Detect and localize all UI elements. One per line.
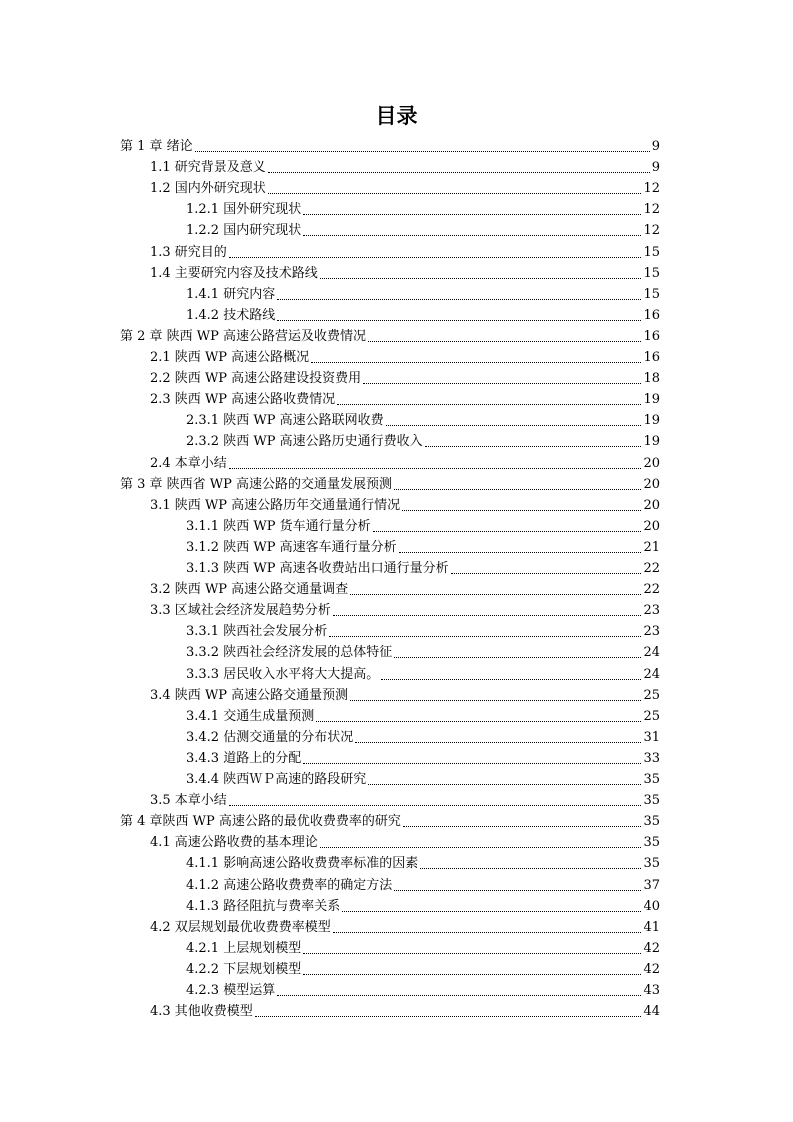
toc-entry-title: 1.4.1 研究内容 — [186, 286, 276, 302]
toc-entry-title: 3.3.2 陕西社会经济发展的总体特征 — [186, 645, 393, 661]
toc-page-number: 9 — [651, 160, 660, 176]
toc-page-number: 18 — [643, 371, 660, 387]
dot-leader — [386, 425, 642, 426]
toc-entry-title: 4.1.3 路径阻抗与费率关系 — [186, 898, 341, 914]
toc-entry-title: 4.2.1 上层规划模型 — [186, 940, 302, 956]
toc-entry[interactable] — [186, 518, 660, 536]
toc-page-number: 25 — [643, 687, 660, 703]
toc-page-number: 25 — [643, 708, 660, 724]
toc-entry[interactable] — [150, 792, 660, 810]
dot-leader — [363, 383, 641, 384]
toc-page-number: 19 — [643, 434, 660, 450]
toc-page-number: 15 — [643, 244, 660, 260]
toc-entry-title: 3.2 陕西 WP 高速公路交通量调查 — [150, 582, 349, 598]
toc-page-number: 41 — [643, 919, 660, 935]
toc-page-number: 37 — [643, 877, 660, 893]
toc-entry-title: 3.4.1 交通生成量预测 — [186, 708, 315, 724]
toc-entry-title: 3.3 区域社会经济发展趋势分析 — [150, 603, 331, 619]
dot-leader — [277, 320, 641, 321]
toc-page-number: 35 — [643, 793, 660, 809]
toc-entry-title: 第 4 章陕西 WP 高速公路的最优收费费率的研究 — [120, 814, 401, 830]
toc-page-number: 20 — [643, 476, 660, 492]
toc-entry[interactable] — [150, 180, 660, 198]
toc-page-number: 24 — [643, 666, 660, 682]
toc-page-number: 43 — [643, 983, 660, 998]
dot-leader — [337, 404, 641, 405]
toc-entry[interactable] — [186, 708, 660, 726]
dot-leader — [373, 531, 642, 532]
toc-entry[interactable] — [186, 412, 660, 430]
toc-page-number: 22 — [643, 561, 660, 576]
toc-page-number: 15 — [643, 265, 660, 281]
toc-entry[interactable] — [186, 433, 660, 451]
toc-entry-title: 1.2.1 国外研究现状 — [186, 202, 302, 218]
toc-page-number: 12 — [643, 202, 660, 218]
toc-page-number: 20 — [643, 497, 660, 513]
toc-page-number: 35 — [643, 814, 660, 830]
toc-entry[interactable] — [150, 349, 660, 367]
toc-entry[interactable] — [150, 919, 660, 937]
toc-entry[interactable] — [186, 560, 660, 578]
dot-leader — [255, 1016, 642, 1017]
dot-leader — [350, 594, 641, 595]
toc-entry[interactable] — [150, 455, 660, 473]
dot-leader — [303, 235, 641, 236]
toc-entry-title: 4.1 高速公路收费的基本理论 — [150, 835, 318, 851]
dot-leader — [268, 172, 650, 173]
dot-leader — [303, 214, 641, 215]
toc-entry-title: 2.3.1 陕西 WP 高速公路联网收费 — [186, 413, 384, 429]
dot-leader — [350, 700, 641, 701]
toc-page-number: 21 — [643, 539, 660, 555]
toc-page-number: 42 — [643, 940, 660, 956]
dot-leader — [420, 868, 641, 869]
toc-entry-title: 第 2 章 陕西 WP 高速公路营运及收费情况 — [120, 328, 367, 344]
toc-page-number: 31 — [643, 729, 660, 745]
toc-entry-title: 4.2 双层规划最优收费费率模型 — [150, 919, 331, 935]
dot-leader — [402, 510, 641, 511]
toc-entry[interactable] — [186, 307, 660, 325]
toc-entry-title: 2.3 陕西 WP 高速公路收费情况 — [150, 392, 336, 408]
toc-entry-title: 第 3 章 陕西省 WP 高速公路的交通量发展预测 — [120, 476, 393, 492]
toc-page-number: 19 — [643, 392, 660, 408]
dot-leader — [394, 890, 641, 891]
toc-entry[interactable] — [150, 159, 660, 177]
toc-entry[interactable] — [186, 961, 660, 979]
dot-leader — [329, 636, 641, 637]
toc-page-number: 40 — [643, 898, 660, 914]
dot-leader — [399, 552, 642, 553]
toc-entry-title: 3.1.2 陕西 WP 高速客车通行量分析 — [186, 539, 397, 555]
toc-entry[interactable] — [150, 391, 660, 409]
toc-entry-title: 3.1.1 陕西 WP 货车通行量分析 — [186, 518, 371, 534]
toc-page-number: 9 — [651, 139, 660, 154]
dot-leader — [303, 974, 641, 975]
toc-entry[interactable] — [186, 898, 660, 916]
toc-page-number: 16 — [643, 328, 660, 344]
toc-page-number: 33 — [643, 750, 660, 766]
toc-entry[interactable] — [186, 877, 660, 895]
toc-page-number: 12 — [643, 181, 660, 197]
toc-page-number: 16 — [643, 307, 660, 323]
toc-page-number: 42 — [643, 961, 660, 977]
dot-leader — [368, 784, 641, 785]
toc-page-number: 23 — [643, 603, 660, 619]
dot-leader — [394, 489, 641, 490]
toc-entry[interactable] — [150, 602, 660, 620]
toc-page-number: 15 — [643, 286, 660, 302]
page-title: 目录 — [375, 104, 418, 128]
toc-entry[interactable] — [150, 834, 660, 852]
toc-entry-title: 1.2.2 国内研究现状 — [186, 223, 302, 239]
dot-leader — [277, 299, 641, 300]
toc-entry-title: 3.4.2 估测交通量的分布状况 — [186, 729, 354, 745]
toc-entry[interactable] — [186, 539, 660, 557]
dot-leader — [303, 953, 641, 954]
dot-leader — [342, 911, 641, 912]
toc-entry-title: 1.2 国内外研究现状 — [150, 181, 266, 197]
toc-entry[interactable] — [120, 813, 660, 831]
toc-entry[interactable] — [150, 370, 660, 388]
dot-leader — [316, 721, 641, 722]
toc-entry[interactable] — [186, 623, 660, 641]
toc-entry[interactable] — [120, 476, 660, 494]
dot-leader — [425, 446, 642, 447]
toc-entry[interactable] — [150, 265, 660, 283]
toc-entry-title: 3.4.3 道路上的分配 — [186, 750, 302, 766]
dot-leader — [381, 679, 641, 680]
dot-leader — [320, 278, 642, 279]
toc-entry-title: 1.4 主要研究内容及技术路线 — [150, 265, 318, 281]
toc-entry[interactable] — [186, 222, 660, 240]
toc-page-number: 24 — [643, 645, 660, 661]
toc-page-number: 20 — [643, 455, 660, 471]
toc-page-number: 12 — [643, 223, 660, 239]
toc-entry-title: 3.4.4 陕西ＷＰ高速的路段研究 — [186, 772, 367, 787]
dot-leader — [229, 468, 642, 469]
dot-leader — [403, 826, 642, 827]
toc-entry-title: 3.3.3 居民收入水平将大大提高。 — [186, 666, 380, 682]
toc-entry[interactable] — [150, 244, 660, 262]
toc-page-number: 19 — [643, 413, 660, 429]
toc-entry-title: 3.1.3 陕西 WP 高速各收费站出口通行量分析 — [186, 561, 449, 576]
toc-entry-title: 3.3.1 陕西社会发展分析 — [186, 624, 328, 640]
dot-leader — [320, 847, 642, 848]
toc-entry-title: 2.3.2 陕西 WP 高速公路历史通行费收入 — [186, 434, 423, 450]
dot-leader — [394, 657, 641, 658]
toc-entry[interactable] — [186, 729, 660, 747]
toc-entry[interactable] — [186, 855, 660, 873]
toc-entry[interactable] — [186, 644, 660, 662]
toc-entry[interactable] — [150, 687, 660, 705]
toc-entry[interactable] — [150, 1003, 660, 1021]
toc-entry-title: 1.4.2 技术路线 — [186, 307, 276, 323]
toc-entry-title: 4.2.2 下层规划模型 — [186, 961, 302, 977]
toc-entry-title: 2.4 本章小结 — [150, 455, 227, 471]
dot-leader — [355, 742, 641, 743]
toc-entry-title: 第 1 章 绪论 — [120, 139, 193, 154]
dot-leader — [333, 932, 642, 933]
toc-page-number: 35 — [643, 856, 660, 872]
dot-leader — [368, 341, 641, 342]
dot-leader — [451, 573, 642, 574]
toc-entry[interactable] — [186, 201, 660, 219]
dot-leader — [277, 995, 641, 996]
dot-leader — [268, 193, 642, 194]
dot-leader — [229, 257, 642, 258]
toc-entry-title: 4.1.1 影响高速公路收费费率标准的因素 — [186, 856, 419, 872]
toc-entry-title: 3.1 陕西 WP 高速公路历年交通量通行情况 — [150, 497, 401, 513]
toc-entry-title: 4.1.2 高速公路收费费率的确定方法 — [186, 877, 393, 893]
toc-entry-title: 1.1 研究背景及意义 — [150, 160, 266, 176]
toc-page-number: 44 — [643, 1004, 660, 1020]
toc-entry[interactable] — [150, 581, 660, 599]
toc-entry[interactable] — [186, 940, 660, 958]
toc-page-number: 23 — [643, 624, 660, 640]
toc-entry-title: 1.3 研究目的 — [150, 244, 227, 260]
dot-leader — [333, 615, 642, 616]
toc-entry-title: 2.1 陕西 WP 高速公路概况 — [150, 350, 310, 365]
dot-leader — [311, 362, 641, 363]
toc-entry[interactable] — [150, 497, 660, 515]
dot-leader — [195, 151, 650, 152]
dot-leader — [229, 805, 642, 806]
toc-entry-title: 3.4 陕西 WP 高速公路交通量预测 — [150, 687, 349, 703]
toc-entry[interactable] — [120, 328, 660, 346]
toc-entry[interactable] — [186, 750, 660, 768]
toc-entry[interactable] — [186, 666, 660, 684]
dot-leader — [303, 763, 641, 764]
toc-entry-title: 2.2 陕西 WP 高速公路建设投资费用 — [150, 371, 362, 387]
toc-page-number: 20 — [643, 518, 660, 534]
toc-page-number: 35 — [643, 772, 660, 787]
toc-entry[interactable] — [186, 771, 660, 789]
toc-entry-title: 3.5 本章小结 — [150, 793, 227, 809]
toc-page-number: 16 — [643, 350, 660, 365]
toc-page-number: 22 — [643, 582, 660, 598]
toc-entry[interactable] — [186, 982, 660, 1000]
toc-entry[interactable] — [120, 138, 660, 156]
toc-entry-title: 4.3 其他收费模型 — [150, 1004, 253, 1020]
toc-entry[interactable] — [186, 286, 660, 304]
toc-page-number: 35 — [643, 835, 660, 851]
toc-entry-title: 4.2.3 模型运算 — [186, 983, 276, 998]
